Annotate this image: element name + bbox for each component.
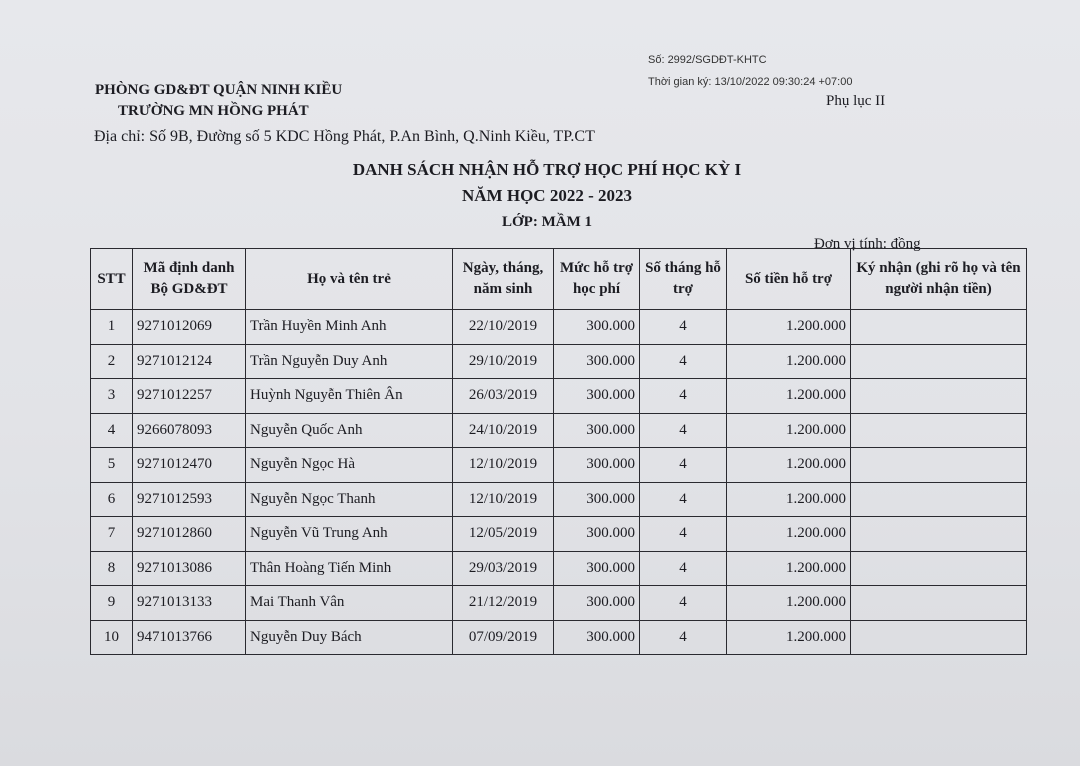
cell-signature — [851, 482, 1027, 517]
cell-name: Trần Nguyễn Duy Anh — [246, 344, 453, 379]
table-row — [91, 586, 1027, 621]
cell-signature — [851, 620, 1027, 655]
cell-stt: 5 — [91, 448, 133, 483]
cell-months: 4 — [640, 413, 727, 448]
cell-rate: 300.000 — [554, 310, 640, 345]
cell-rate: 300.000 — [554, 448, 640, 483]
cell-stt: 2 — [91, 344, 133, 379]
cell-months: 4 — [640, 448, 727, 483]
cell-dob: 24/10/2019 — [453, 413, 554, 448]
cell-rate: 300.000 — [554, 379, 640, 414]
cell-months: 4 — [640, 310, 727, 345]
cell-signature — [851, 551, 1027, 586]
cell-signature — [851, 586, 1027, 621]
cell-stt: 6 — [91, 482, 133, 517]
header-dob: Ngày, tháng, năm sinh — [453, 249, 554, 310]
cell-id: 9271012124 — [133, 344, 246, 379]
cell-name: Nguyễn Duy Bách — [246, 620, 453, 655]
cell-id: 9266078093 — [133, 413, 246, 448]
cell-id: 9271012593 — [133, 482, 246, 517]
table-row — [91, 310, 1027, 345]
cell-months: 4 — [640, 482, 727, 517]
cell-amount: 1.200.000 — [727, 310, 851, 345]
header-stt: STT — [91, 249, 133, 310]
cell-id: 9471013766 — [133, 620, 246, 655]
cell-dob: 29/10/2019 — [453, 344, 554, 379]
cell-amount: 1.200.000 — [727, 413, 851, 448]
org-department: PHÒNG GD&ĐT QUẬN NINH KIỀU — [95, 82, 343, 98]
cell-amount: 1.200.000 — [727, 586, 851, 621]
table-row — [91, 620, 1027, 655]
table-row — [91, 448, 1027, 483]
header-months: Số tháng hỗ trợ — [640, 249, 727, 310]
cell-dob: 26/03/2019 — [453, 379, 554, 414]
cell-stt: 4 — [91, 413, 133, 448]
cell-name: Thân Hoàng Tiến Minh — [246, 551, 453, 586]
appendix-label: Phụ lục II — [826, 93, 886, 109]
header-rate: Mức hỗ trợ học phí — [554, 249, 640, 310]
cell-months: 4 — [640, 620, 727, 655]
cell-rate: 300.000 — [554, 482, 640, 517]
cell-stt: 3 — [91, 379, 133, 414]
cell-rate: 300.000 — [554, 586, 640, 621]
unit-note: Đơn vị tính: đồng — [814, 236, 921, 252]
cell-amount: 1.200.000 — [727, 517, 851, 552]
cell-stt: 7 — [91, 517, 133, 552]
school-name: TRƯỜNG MN HỒNG PHÁT — [118, 103, 309, 119]
cell-stt: 10 — [91, 620, 133, 655]
cell-amount: 1.200.000 — [727, 482, 851, 517]
cell-signature — [851, 344, 1027, 379]
cell-amount: 1.200.000 — [727, 448, 851, 483]
header-signature: Ký nhận (ghi rõ họ và tên người nhận tiền) — [851, 249, 1027, 310]
cell-stt: 9 — [91, 586, 133, 621]
cell-id: 9271012860 — [133, 517, 246, 552]
cell-id: 9271012257 — [133, 379, 246, 414]
cell-name: Nguyễn Vũ Trung Anh — [246, 517, 453, 552]
cell-name: Nguyễn Ngọc Hà — [246, 448, 453, 483]
cell-amount: 1.200.000 — [727, 344, 851, 379]
cell-amount: 1.200.000 — [727, 551, 851, 586]
cell-id: 9271012069 — [133, 310, 246, 345]
header-id: Mã định danh Bộ GD&ĐT — [133, 249, 246, 310]
cell-dob: 12/10/2019 — [453, 482, 554, 517]
cell-rate: 300.000 — [554, 413, 640, 448]
header-name: Họ và tên trẻ — [246, 249, 453, 310]
cell-stt: 1 — [91, 310, 133, 345]
cell-id: 9271012470 — [133, 448, 246, 483]
table-row — [91, 379, 1027, 414]
document-number: Số: 2992/SGDĐT-KHTC — [648, 54, 767, 66]
school-year: NĂM HỌC 2022 - 2023 — [462, 186, 632, 205]
cell-stt: 8 — [91, 551, 133, 586]
cell-rate: 300.000 — [554, 517, 640, 552]
cell-signature — [851, 379, 1027, 414]
school-address: Địa chỉ: Số 9B, Đường số 5 KDC Hồng Phát, P.An Bình, Q.Ninh Kiều, TP.CT — [94, 128, 595, 145]
cell-dob: 12/10/2019 — [453, 448, 554, 483]
cell-name: Nguyễn Ngọc Thanh — [246, 482, 453, 517]
cell-amount: 1.200.000 — [727, 620, 851, 655]
cell-rate: 300.000 — [554, 344, 640, 379]
header-amount: Số tiền hỗ trợ — [727, 249, 851, 310]
cell-id: 9271013133 — [133, 586, 246, 621]
cell-dob: 21/12/2019 — [453, 586, 554, 621]
cell-months: 4 — [640, 551, 727, 586]
cell-name: Nguyễn Quốc Anh — [246, 413, 453, 448]
cell-months: 4 — [640, 379, 727, 414]
digital-sign-time: Thời gian ký: 13/10/2022 09:30:24 +07:00 — [648, 76, 853, 88]
cell-dob: 07/09/2019 — [453, 620, 554, 655]
table-row — [91, 413, 1027, 448]
cell-signature — [851, 517, 1027, 552]
cell-signature — [851, 413, 1027, 448]
cell-dob: 12/05/2019 — [453, 517, 554, 552]
cell-name: Huỳnh Nguyễn Thiên Ân — [246, 379, 453, 414]
cell-name: Mai Thanh Vân — [246, 586, 453, 621]
cell-months: 4 — [640, 517, 727, 552]
cell-rate: 300.000 — [554, 620, 640, 655]
cell-months: 4 — [640, 344, 727, 379]
cell-dob: 22/10/2019 — [453, 310, 554, 345]
cell-id: 9271013086 — [133, 551, 246, 586]
cell-amount: 1.200.000 — [727, 379, 851, 414]
cell-dob: 29/03/2019 — [453, 551, 554, 586]
cell-months: 4 — [640, 586, 727, 621]
table-header-row — [91, 249, 1027, 310]
cell-name: Trần Huyền Minh Anh — [246, 310, 453, 345]
cell-signature — [851, 448, 1027, 483]
table-row — [91, 344, 1027, 379]
table-row — [91, 482, 1027, 517]
support-list-table — [90, 248, 1027, 655]
table-row — [91, 551, 1027, 586]
table-row — [91, 517, 1027, 552]
document-title: DANH SÁCH NHẬN HỖ TRỢ HỌC PHÍ HỌC KỲ I — [352, 160, 742, 179]
cell-rate: 300.000 — [554, 551, 640, 586]
class-label: LỚP: MẦM 1 — [502, 214, 592, 230]
cell-signature — [851, 310, 1027, 345]
